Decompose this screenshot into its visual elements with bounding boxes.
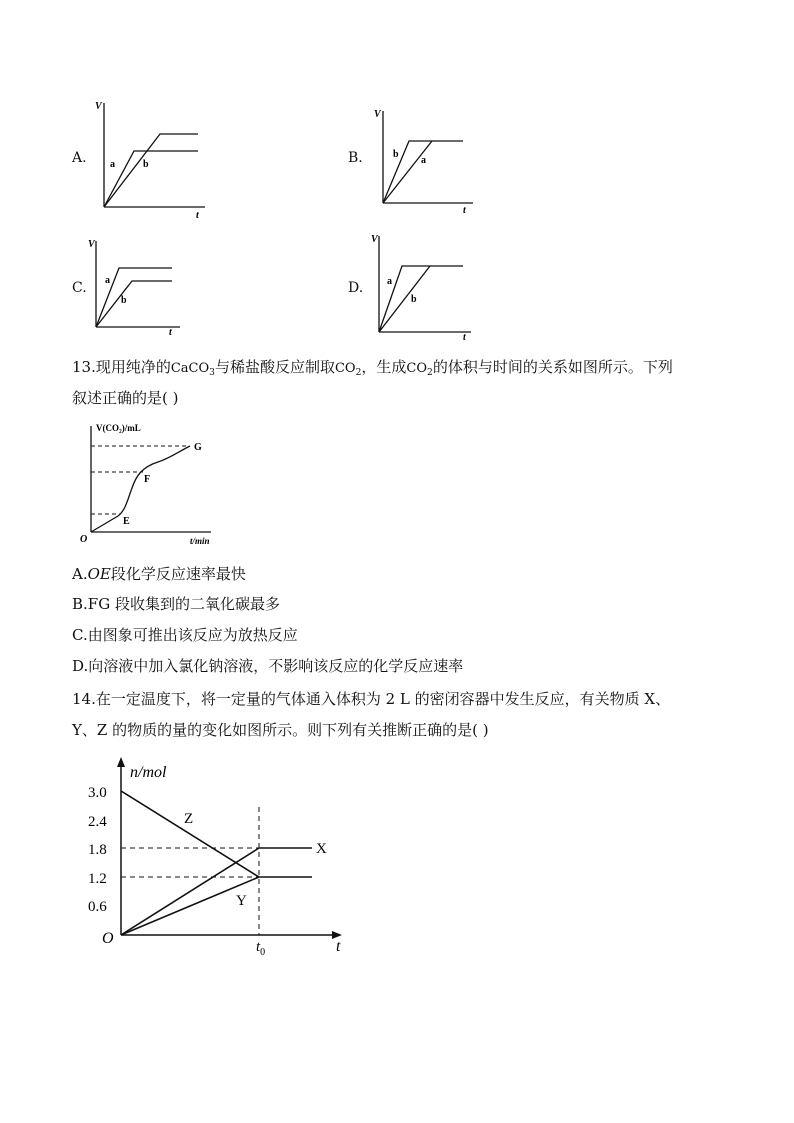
q13-graph: [78, 420, 228, 550]
option-a-letter: A.: [72, 150, 87, 166]
axis-t-label: t: [196, 210, 199, 220]
option-b-graph: [369, 103, 479, 218]
q14-stem-line2: Y、Z 的物质的量的变化如图所示。则下列有关推断正确的是( ): [72, 721, 489, 739]
q13-choice-a: A.OE段化学反应速率最快: [72, 565, 246, 583]
ytick-3.0: 3.0: [88, 785, 107, 801]
q13-curve: [91, 446, 190, 532]
q14-stem-line1: 14.在一定温度下，将一定量的气体通入体积为 2 L 的密闭容器中发生反应，有关物质 X、: [72, 690, 671, 708]
point-e: E: [123, 516, 130, 527]
point-g: G: [194, 442, 202, 453]
series-x: [121, 848, 312, 935]
q13-choice-c: C.由图象可推出该反应为放热反应: [72, 626, 298, 644]
q13-choice-b: B.FG 段收集到的二氧化碳最多: [72, 595, 280, 613]
option-a-graph: [90, 95, 210, 220]
option-c-letter: C.: [72, 280, 87, 296]
t0-label: $t_0$: [256, 939, 266, 958]
axis-v-label: V: [371, 234, 378, 245]
option-d-letter: D.: [348, 280, 364, 296]
axis-t-label: t: [463, 205, 466, 216]
q13-origin: O: [80, 534, 88, 545]
label-upper: a: [110, 159, 115, 170]
curve-a: [104, 151, 198, 207]
q13-choice-d: D.向溶液中加入氯化钠溶液，不影响该反应的化学反应速率: [72, 657, 464, 675]
curve-a: [383, 141, 432, 203]
q13-stem-line2: 叙述正确的是( ): [72, 389, 179, 407]
label-upper: b: [393, 149, 399, 160]
y-axis-arrow: [117, 757, 125, 767]
label-x: X: [316, 841, 327, 857]
q13-stem-line1: 13.现用纯净的CaCO$_3$与稀盐酸反应制取$CO_2$，生成$CO_2$的体积与时间的关系如图所示。下列: [72, 358, 673, 378]
ytick-1.2: 1.2: [88, 871, 107, 887]
q13-xlabel: t/min: [190, 536, 210, 546]
y-axis-label: n/mol: [130, 764, 167, 781]
series-z: [121, 791, 312, 877]
curve-b: [104, 134, 198, 207]
axis-t-label: t: [169, 327, 172, 335]
x-axis-label: t: [336, 938, 341, 955]
option-c-graph: [84, 235, 184, 335]
label-lower: b: [121, 295, 127, 306]
label-upper: a: [105, 275, 110, 286]
label-lower: a: [421, 155, 426, 166]
curve-b: [96, 281, 172, 327]
axis-t-label: t: [463, 332, 466, 342]
ytick-1.8: 1.8: [88, 842, 107, 858]
axis-v-label: V: [88, 239, 95, 250]
option-d-graph: [367, 230, 479, 342]
option-b-letter: B.: [348, 150, 363, 166]
axis-v-label: V: [374, 109, 381, 120]
label-y: Y: [236, 893, 247, 909]
axis-v-label: V: [95, 101, 102, 112]
label-lower: b: [143, 159, 149, 170]
label-lower: b: [411, 294, 417, 305]
point-f: F: [144, 474, 151, 485]
q13-ylabel: V(CO₂)/mL: [96, 423, 141, 433]
ytick-2.4: 2.4: [88, 814, 107, 830]
ytick-0.6: 0.6: [88, 899, 107, 915]
origin-label: O: [102, 930, 114, 947]
q14-chart: [80, 755, 370, 965]
label-upper: a: [387, 276, 392, 287]
label-z: Z: [184, 811, 194, 827]
